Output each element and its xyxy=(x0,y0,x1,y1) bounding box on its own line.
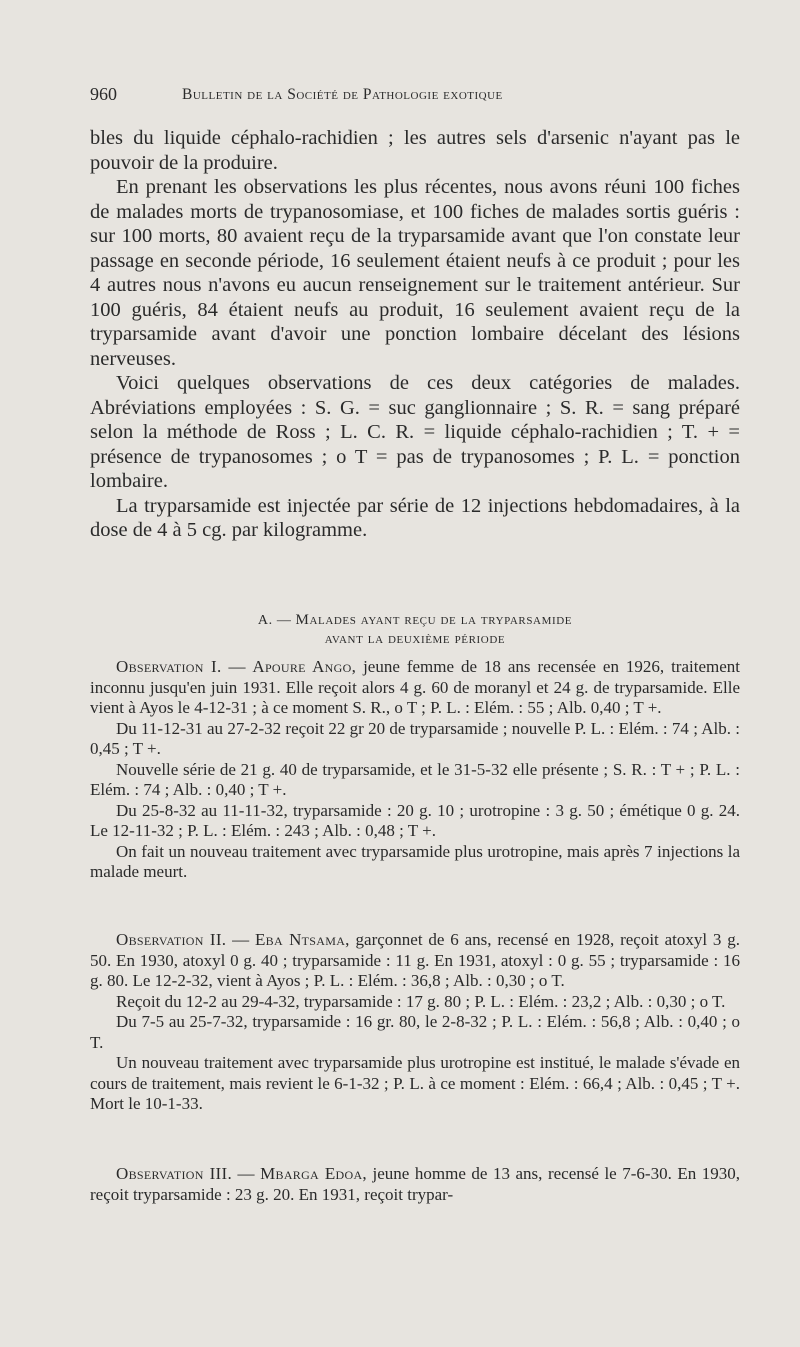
section-heading xyxy=(90,611,740,649)
observation-lead: Observation III. — Mbarga Edoa, jeune homme de 13 ans, recensé le 7-6-30. En 1930, reçoit tryparsamide : 23 g. 20. En 1931, reçoit trypar- xyxy=(90,1164,741,1204)
observation-title: Observation II. xyxy=(116,930,227,949)
observation-paragraph: Du 7-5 au 25-7-32, tryparsamide : 16 gr. 80, le 2-8-32 ; P. L. : Elém. : 56,8 ; Alb. : 0,40 ; o T. xyxy=(90,1012,740,1052)
paragraph: bles du liquide céphalo-rachidien ; les autres sels d'arsenic n'ayant pas le pouvoir de la produire. xyxy=(90,127,740,174)
observation-text: jeune femme de 18 ans recensée en 1926, traitement inconnu jusqu'en juin 1931. Elle reçoit alors 4 g. 60 de moranyl et 24 g. de tryparsamide. Elle vient à Ayos le 4-12-31 ; à ce moment S. R., o T ; P. L. : Elém. : 55 ; Alb. 0,40 ; T +. xyxy=(90,657,740,717)
paragraph: En prenant les observations les plus récentes, nous avons réuni 100 fiches de malades morts de trypanosomiase, et 100 fiches de malades sortis guéris : sur 100 morts, 80 avaient reçu de la tryparsamide avant que l'on constate leur passage en seconde période, 16 seulement étaient neufs à ce produit ; pour les 4 autres nous n'avons eu aucun renseignement sur le traitement antérieur. Sur 100 guéris, 84 étaient neufs au produit, 16 seulement avaient reçu de la tryparsamide avant d'avoir une ponction lombaire décelant des lésions nerveuses. xyxy=(90,176,740,370)
patient-name: Apoure Ango, xyxy=(252,657,357,676)
patient-name: Mbarga Edoa, xyxy=(260,1164,367,1183)
observation-2 xyxy=(90,930,740,1115)
observation-title: Observation III. xyxy=(116,1164,233,1183)
observation-1 xyxy=(90,657,740,883)
section-title-line1: Malades ayant reçu de la tryparsamide xyxy=(295,612,573,628)
section-prefix: A. — xyxy=(257,613,292,628)
observation-text: jeune homme de 13 ans, recensé le 7-6-30. En 1930, reçoit tryparsamide : 23 g. 20. En 1931, reçoit trypar- xyxy=(90,1164,741,1204)
observation-lead: Observation I. — Apoure Ango, jeune femme de 18 ans recensée en 1926, traitement inconnu jusqu'en juin 1931. Elle reçoit alors 4 g. 60 de moranyl et 24 g. de tryparsamide. Elle vient à Ayos le 4-12-31 ; à ce moment S. R., o T ; P. L. : Elém. : 55 ; Alb. 0,40 ; T +. xyxy=(90,657,740,717)
running-title: Bulletin de la Société de Pathologie exotique xyxy=(182,86,503,103)
observation-paragraph: Du 25-8-32 au 11-11-32, tryparsamide : 20 g. 10 ; urotropine : 3 g. 50 ; émétique 0 g. 24. Le 12-11-32 ; P. L. : Elém. : 243 ; Alb. : 0,48 ; T +. xyxy=(90,800,740,840)
observation-paragraph: Un nouveau traitement avec tryparsamide plus urotropine est institué, le malade s'évade en cours de traitement, mais revient le 6-1-32 ; P. L. à ce moment : Elém. : 66,4 ; Alb. : 0,45 ; T +. Mort le 10-1-33. xyxy=(90,1053,740,1113)
patient-name: Eba Ntsama, xyxy=(255,930,350,949)
observation-paragraph: Reçoit du 12-2 au 29-4-32, tryparsamide : 17 g. 80 ; P. L. : Elém. : 23,2 ; Alb. : 0,30 ; o T. xyxy=(116,991,726,1011)
page-number: 960 xyxy=(90,84,117,104)
observation-paragraph: Du 11-12-31 au 27-2-32 reçoit 22 gr 20 de tryparsamide ; nouvelle P. L. : Elém. : 74 ; Alb. : 0,45 ; T +. xyxy=(90,718,740,758)
body-text xyxy=(90,126,740,543)
observation-text: garçonnet de 6 ans, recensé en 1928, reçoit atoxyl 3 g. 50. En 1930, atoxyl 0 g. 40 ; tryparsamide : 11 g. En 1931, atoxyl : 0 g. 55 ; tryparsamide : 16 g. 80. Le 12-2-32, vient à Ayos ; P. L. : Elém. : 36,8 ; Alb. : 0,30 ; o T. xyxy=(90,930,740,990)
observation-title: Observation I. xyxy=(116,657,222,676)
paragraph: Voici quelques observations de ces deux catégories de malades. Abréviations employées : S. G. = suc ganglionnaire ; S. R. = sang préparé selon la méthode de Ross ; L. C. R. = liquide céphalo-rachidien ; T. + = présence de trypanosomes ; o T = pas de trypanosomes ; P. L. = ponction lombaire. xyxy=(90,372,740,492)
observation-3 xyxy=(90,1164,740,1205)
observation-paragraph: Nouvelle série de 21 g. 40 de tryparsamide, et le 31-5-32 elle présente ; S. R. : T + ; P. L. : Elém. : 74 ; Alb. : 0,40 ; T +. xyxy=(90,759,740,799)
paragraph: La tryparsamide est injectée par série de 12 injections hebdomadaires, à la dose de 4 à 5 cg. par kilogramme. xyxy=(90,494,740,541)
section-title-line2: avant la deuxième période xyxy=(324,631,506,647)
observation-lead: Observation II. — Eba Ntsama, garçonnet de 6 ans, recensé en 1928, reçoit atoxyl 3 g. 50. En 1930, atoxyl 0 g. 40 ; tryparsamide : 11 g. En 1931, atoxyl : 0 g. 55 ; tryparsamide : 16 g. 80. Le 12-2-32, vient à Ayos ; P. L. : Elém. : 36,8 ; Alb. : 0,30 ; o T. xyxy=(90,930,740,990)
observation-paragraph: On fait un nouveau traitement avec tryparsamide plus urotropine, mais après 7 injections la malade meurt. xyxy=(90,841,740,881)
page-header xyxy=(90,84,750,110)
